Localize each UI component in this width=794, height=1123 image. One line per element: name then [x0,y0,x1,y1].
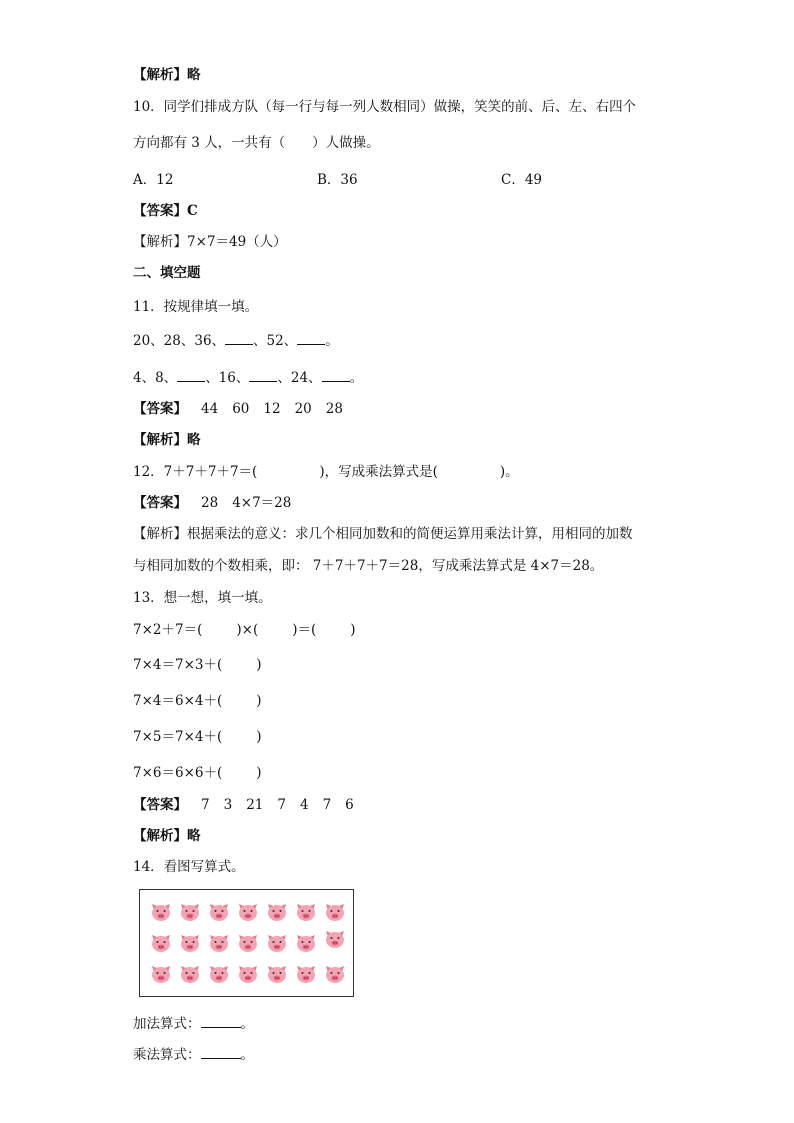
answer-label: 【答案】 [133,797,187,813]
text: 。 [349,370,364,386]
pig-face-icon [265,962,289,986]
answer-value: 28 [201,495,219,511]
text: )，写成乘法算式是( [319,464,438,480]
q13-row4 [133,728,262,746]
pig-face-icon [207,962,231,986]
pig-face-icon [236,931,260,955]
text: 乘法算式： [133,1047,201,1063]
answer-value: 12 [263,401,281,417]
text: 。 [240,1047,254,1063]
text: )。 [499,464,519,480]
pig-face-icon [207,931,231,955]
pig-face-icon [207,900,231,924]
pig-face-icon [149,931,173,955]
text: 、24、 [277,370,322,386]
answer-value: 21 [246,797,264,813]
answer-value: 4 [299,797,309,813]
question-10-line1: 10．同学们排成方队（每一行与每一列人数相同）做操，笑笑的前、后、左、右四个 [133,99,637,115]
q13-row3 [133,692,262,710]
q12-answer [133,494,291,512]
pig-face-icon [323,900,347,924]
text: )＝( [292,622,317,638]
q10-analysis: 【解析】7×7＝49（人） [133,234,287,250]
pig-face-icon [178,931,202,955]
pig-face-icon [265,931,289,955]
option-c: C．49 [501,172,543,188]
pig-face-icon [236,900,260,924]
pig-face-icon [265,900,289,924]
answer-value: 20 [294,401,312,417]
option-b: B．36 [317,172,358,188]
pig-face-icon [323,962,347,986]
q12-analysis-line1: 【解析】根据乘法的意义：求几个相同加数和的简便运算用乘法计算，用相同的加数 [133,526,633,542]
text: 7×4＝6×4＋( [133,693,223,709]
text: 7×2＋7＝( [133,622,203,638]
question-14: 14．看图写算式。 [133,859,245,875]
pig-face-icon [149,900,173,924]
answer-value: 28 [325,401,343,417]
answer-value: 7 [201,797,210,813]
q13-row2 [133,656,262,674]
text: 4、8、 [133,370,178,386]
pig-face-icon [294,962,318,986]
q11-row2 [133,369,363,387]
pig-picture-frame [139,889,354,997]
q14-multiplication-line [133,1046,254,1064]
analysis-prev: 【解析】略 [133,67,201,83]
text: 7×4＝7×3＋( [133,657,223,673]
answer-value: 6 [345,797,354,813]
answer-value: 4×7＝28 [232,495,292,511]
text: 7×6＝6×6＋( [133,765,223,781]
q12-analysis-line2: 与相同加数的个数相乘，即： 7＋7＋7＋7＝28，写成乘法算式是 4×7＝28。 [133,558,604,574]
pig-face-icon [323,927,347,951]
answer-value: 44 [201,401,219,417]
pig-face-icon [294,931,318,955]
answer-value: 7 [322,797,332,813]
blank [225,332,253,345]
pig-face-icon [178,962,202,986]
text: ) [350,622,356,638]
q14-addition-line [133,1015,254,1033]
q13-row1 [133,621,356,639]
blank [177,369,205,382]
blank [297,332,325,345]
text: ) [256,657,262,673]
blank [201,1046,241,1059]
q11-row1 [133,332,339,350]
pig-face-icon [178,900,202,924]
text: ) [256,765,262,781]
q13-analysis: 【解析】略 [133,828,201,844]
answer-label: 【答案】 [133,401,187,417]
text: 加法算式： [133,1016,201,1032]
text: 7×5＝7×4＋( [133,729,223,745]
q11-analysis: 【解析】略 [133,432,201,448]
question-11: 11．按规律填一填。 [133,299,259,315]
text: ) [256,693,262,709]
blank [249,369,277,382]
text: 。 [240,1016,254,1032]
text: 20、28、36、 [133,333,226,349]
q13-answer [133,796,354,814]
question-12 [133,463,519,481]
text: 12．7＋7＋7＋7＝( [133,464,258,480]
pig-face-icon [236,962,260,986]
pig-face-icon [294,900,318,924]
text: 、52、 [253,333,298,349]
question-13: 13．想一想，填一填。 [133,590,272,606]
blank [322,369,350,382]
q10-answer: 【答案】C [133,203,198,219]
option-a: A．12 [133,172,174,188]
q11-answer [133,400,343,418]
text: ) [256,729,262,745]
answer-value: 3 [223,797,233,813]
pig-face-icon [149,962,173,986]
text: )×( [236,622,259,638]
text: 。 [325,333,339,349]
blank [201,1015,241,1028]
q13-row5 [133,764,262,782]
section-title: 二、填空题 [133,265,201,281]
answer-value: 7 [277,797,286,813]
text: 、16、 [205,370,250,386]
answer-label: 【答案】 [133,495,187,511]
answer-value: 60 [232,401,250,417]
question-10-line2: 方向都有 3 人，一共有（ ）人做操。 [133,135,380,151]
